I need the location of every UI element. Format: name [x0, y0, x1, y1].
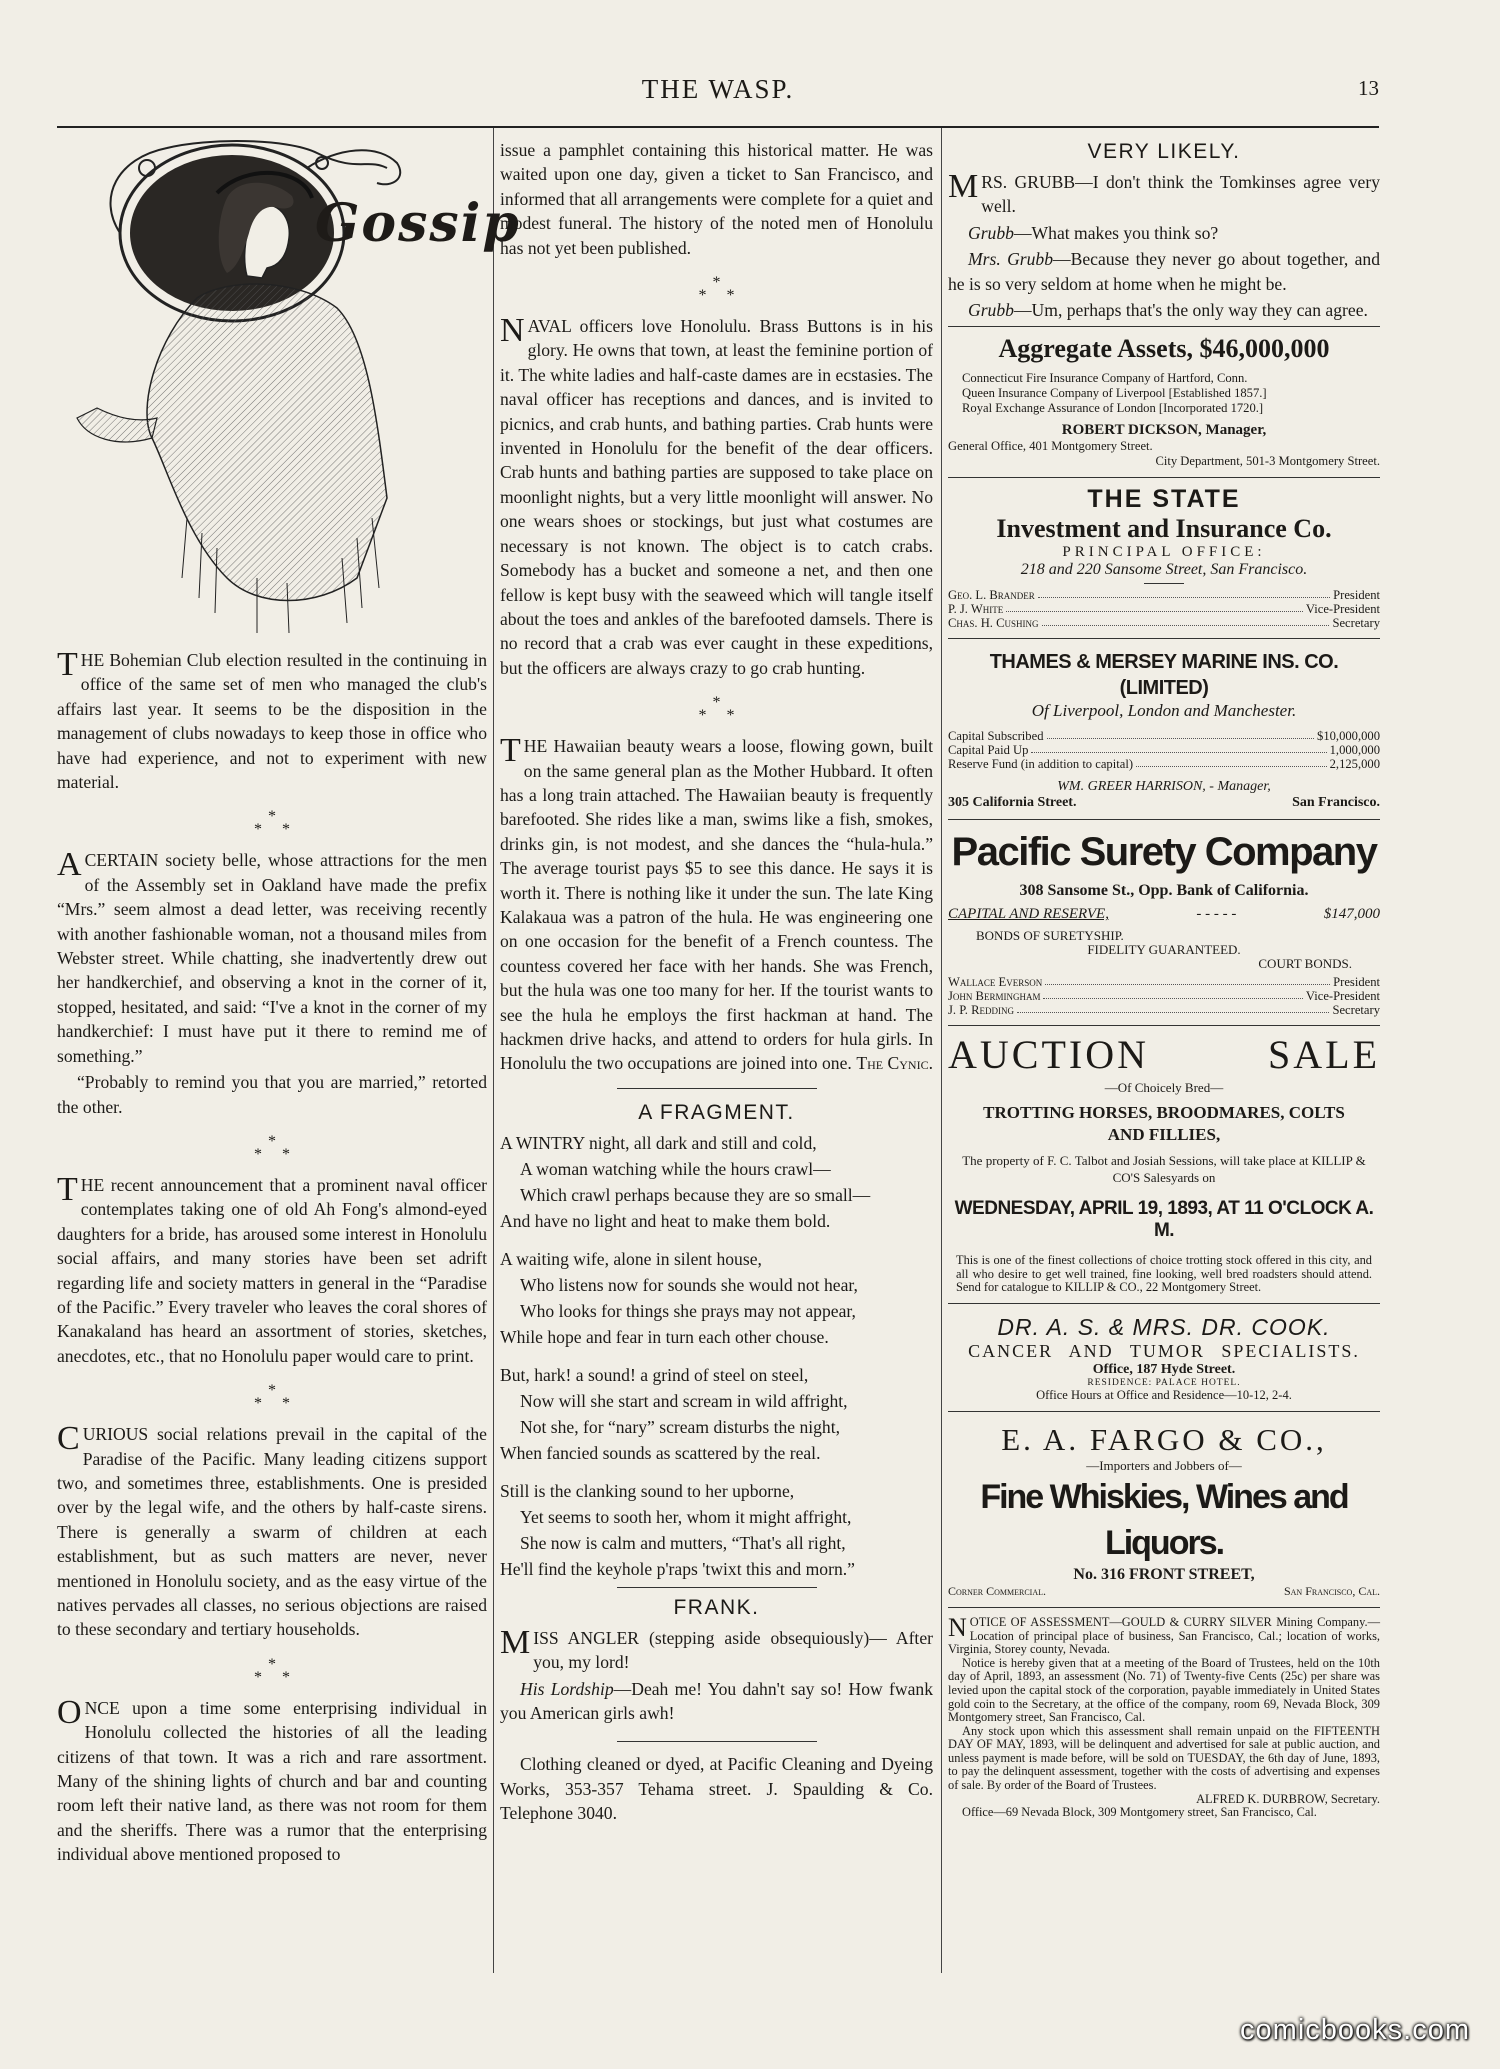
cook-title: DR. A. S. & MRS. DR. COOK.	[997, 1313, 1331, 1340]
gossip-illustration	[57, 138, 521, 638]
fargo-liquors: Fine Whiskies, Wines and Liquors.	[980, 1477, 1348, 1562]
very-likely-line-4: Grubb—Um, perhaps that's the only way they can agree.	[968, 300, 1368, 321]
surety-bonds-3: COURT BONDS.	[1258, 956, 1352, 972]
ad-the-state	[948, 478, 1380, 639]
auction-date: WEDNESDAY, APRIL 19, 1893, AT 11 O'CLOCK A. M.	[954, 1198, 1374, 1242]
page-header	[57, 70, 1379, 122]
separator-stars: * * *	[254, 808, 290, 839]
paragraph-hawaiian-beauty: THE Hawaiian beauty wears a loose, flowing gown, built on the same general plan as the Mother Hubbard. It often has a long train attached. The Hawaiian beauty is frequently barefooted. She rides like a man, swims like a fish, smokes, drinks gin, is not modest, and she dances the “hula-hula.” The average tourist pays $5 to see this dance. He says it is worth it. There is nothing like it under the sun. The late King Kalakaua was a patron of the hula. He was engineering one on one occasion for the benefit of a French countess. The countess covered her face with her hands. She was French, but the hula was one too many for her. If the tourist wants to see the hula he employs the first hackman at hand. The hackmen drive hacks, and attend to orders for hula girls. In Honolulu the two occupations are joined into one. The Cynic.	[500, 734, 933, 1076]
aggregate-office-1: General Office, 401 Montgomery Street.	[948, 439, 1153, 454]
fargo-street: No. 316 FRONT STREET,	[1073, 1565, 1255, 1583]
paragraph-bohemian-club: THE Bohemian Club election resulted in the continuing in office of the same set of men who managed the club's affairs last year. It seems to be the disposition in the management of clubs nowadays to keep those in office who have had experience, and not to experiment with new material.	[57, 646, 487, 793]
very-likely-line-3: Mrs. Grubb—Because they never go about together, and he is so very seldom at home when he might be.	[948, 249, 1380, 294]
masthead-title: THE WASP.	[641, 74, 795, 104]
fargo-title: E. A. FARGO & CO.,	[1001, 1421, 1327, 1457]
aggregate-manager: ROBERT DICKSON, Manager,	[1061, 422, 1267, 439]
thames-title: THAMES & MERSEY MARINE INS. CO. (LIMITED)	[989, 651, 1339, 700]
separator-stars: * * *	[254, 1655, 290, 1686]
ad-pacific-surety	[948, 820, 1380, 1026]
thames-row: Capital Paid Up 1,000,000	[948, 743, 1380, 758]
thames-address: 305 California Street. San Francisco.	[948, 795, 1380, 811]
thames-manager: WM. GREER HARRISON, - Manager,	[1057, 779, 1271, 795]
auction-choicely: —Of Choicely Bred—	[1104, 1080, 1224, 1096]
paragraph-pamphlet: issue a pamphlet containing this historical matter. He was waited upon one day, given a ticket to San Francisco, and informed that all arrangements were complete for a quiet and modest funeral. The history of the noted men of Honolulu has not yet been published.	[500, 140, 933, 258]
auction-description: This is one of the finest collections of choice trotting stock offered in this city, and all who desire to get well trained, fine looking, well bred roadsters should attend. Send for catalogue to KILLIP & CO., 22 Montgomery Street.	[956, 1253, 1372, 1295]
poem-stanza-3: But, hark! a sound! a grind of steel on steel, Now will she start and scream in wild affright, Not she, for “nary” scream disturbs the night, When fancied sounds as scattered by the real.	[500, 1364, 848, 1463]
surety-officer-row: Wallace Everson President	[948, 975, 1380, 990]
state-officer-row: Geo. L. Brander President	[948, 588, 1380, 603]
paragraph-enterprising-individual: ONCE upon a time some enterprising individual in Honolulu collected the histories of all the leading citizens of that town. It was a rich and rare assortment. Many of the shining lights of church and bar and counting room left their native land, as there was not room for them and the sheriffs. There was a rumor that the enterprising individual above mentioned proposed to	[57, 1693, 487, 1865]
auction-property: The property of F. C. Talbot and Josiah Sessions, will take place at KILLIP & CO'S Salesyards on	[962, 1153, 1366, 1186]
surety-bonds-1: BONDS OF SURETYSHIP.	[976, 928, 1124, 944]
aggregate-company-2: Queen Insurance Company of Liverpool [Established 1857.]	[962, 386, 1267, 401]
paragraph-curious-relations: CURIOUS social relations prevail in the capital of the Paradise of the Pacific. Many leading citizens support two, and sometimes three, establishments. One is presided over by the legal wife, and the others by half-caste sirens. There is generally a swarm of children at each establishment, but as such matters are never, never mentioned in Honolulu society, and as the easy virtue of the natives pervades all classes, no serious objections are raised to these secondary and tertiary households.	[57, 1420, 487, 1640]
watermark: comicbooks.com	[1240, 2014, 1470, 2046]
ad-auction-sale	[948, 1026, 1380, 1304]
state-officer-row: P. J. White Vice-President	[948, 602, 1380, 617]
header-rule	[57, 126, 1379, 128]
thames-row: Capital Subscribed $10,000,000	[948, 729, 1380, 744]
auction-line-1: TROTTING HORSES, BROODMARES, COLTS	[983, 1103, 1345, 1123]
surety-capital: CAPITAL AND RESERVE, - - - - - $147,000	[948, 906, 1380, 923]
thames-subtitle: Of Liverpool, London and Manchester.	[1031, 701, 1297, 721]
aggregate-company-1: Connecticut Fire Insurance Company of Hartford, Conn.	[962, 371, 1248, 386]
cook-residence: RESIDENCE: PALACE HOTEL.	[1087, 1377, 1241, 1388]
paragraph-naval-officers: NAVAL officers love Honolulu. Brass Buttons is in his glory. He owns that town, at least the feminine portion of it. The white ladies and half-caste dames are in ecstasies. The naval officer has receptions and dances, and is invited to picnics, and crab hunts, and bathing parties. Crab hunts were invented in Honolulu for the benefit of the dear officers. Crab hunts and bathing parties are supposed to take place on moonlight nights, but a very little moonlight will answer. No one wears shoes or stockings, but just what costumes are necessary is not known. The object is to catch crabs. Somebody has a bucket and someone a net, and then one fellow is kept busy with the seaweed which will tangle itself about the toes and ankles of the barefooted damsels. There is no record that a crab was ever caught in these expeditions, but the officers are always crazy to go crab hunting.	[500, 312, 933, 678]
fargo-location: Corner Commercial. San Francisco, Cal.	[948, 1583, 1380, 1598]
poem-a-fragment	[500, 1131, 933, 1581]
separator-stars: * * *	[698, 274, 735, 305]
auction-line-2: AND FILLIES,	[1107, 1125, 1221, 1145]
heading-very-likely: VERY LIKELY.	[1087, 140, 1241, 163]
cook-office: Office, 187 Hyde Street.	[1092, 1361, 1236, 1377]
very-likely-line-2: Grubb—What makes you think so?	[968, 222, 1219, 243]
surety-officer-row: J. P. Redding Secretary	[948, 1003, 1380, 1018]
poem-stanza-4: Still is the clanking sound to her upborne, Yet seems to sooth her, whom it might affright, She now is calm and mutters, “That's all right, He'll find the keyhole p'raps 'twixt this and morn.”	[500, 1480, 855, 1579]
separator-stars: * * *	[254, 1132, 290, 1163]
divider	[617, 1741, 817, 1742]
cook-subtitle: CANCER AND TUMOR SPECIALISTS.	[968, 1340, 1360, 1361]
frank-line-1: MISS ANGLER (stepping aside obsequiously)— After you, my lord!	[500, 1623, 933, 1673]
column-rule-1	[493, 128, 494, 1973]
notice-of-assessment: NOTICE OF ASSESSMENT—GOULD & CURRY SILVER Mining Company.—Location of principal place of business, San Francisco, Cal.; location of works, Virginia, Storey county, Nevada. Notice is hereby given that at a meeting of the Board of Trustees, held on the 10th day of April, 1893, an assessment (No. 71) of Twenty-five Cents (25c) per share was levied upon the capital stock of the corporation, payable immediately in United States gold coin to the Secretary, at the office of the company, room 69, Nevada Block, 309 Montgomery street, San Francisco, Cal. Any stock upon which this assessment shall remain unpaid on the FIFTEENTH DAY OF MAY, 1893, will be delinquent and advertised for sale at public auction, and unless payment is made before, will be sold on TUESDAY, the 6th day of June, 1893, to pay the delinquent assessment, together with the costs of advertising and expenses of sale. By order of the Board of Trustees. ALFRED K. DURBROW, Secretary. Office—69 Nevada Block, 309 Montgomery street, San Francisco, Cal.	[948, 1612, 1380, 1820]
surety-officer-row: John Bermingham Vice-President	[948, 989, 1380, 1004]
separator-stars: * * *	[698, 694, 735, 725]
aggregate-office-2: City Department, 501-3 Montgomery Street.	[1155, 454, 1380, 469]
column-advertisements	[948, 138, 1380, 1820]
column-rule-2	[941, 128, 942, 1973]
state-officer-row: Chas. H. Cushing Secretary	[948, 616, 1380, 631]
cook-hours: Office Hours at Office and Residence—10-12, 2-4.	[1036, 1387, 1292, 1402]
state-title-1: THE STATE	[1087, 485, 1241, 514]
paragraph-retort: “Probably to remind you that you are married,” retorted the other.	[57, 1072, 487, 1117]
signature-the-cynic: The Cynic.	[856, 1053, 933, 1074]
ad-aggregate-assets	[948, 326, 1380, 478]
paragraph-society-belle: A CERTAIN society belle, whose attractions for the men of the Assembly set in Oakland have made the prefix “Mrs.” seem almost a dead letter, was receiving recently with another fashionable woman, not a thousand miles from Webster street. While chatting, she inadvertently drew out her handkerchief, and observing a knot in the corner of it, stopped, hesitated, and said: “I've a knot in the corner of my handkerchief: I must have put it there to remind me of something.”	[57, 846, 487, 1066]
divider	[617, 1088, 817, 1089]
poem-stanza-1: A WINTRY night, all dark and still and cold, A woman watching while the hours crawl— Which crawl perhaps because they are so small— And have no light and heat to make them bold.	[500, 1132, 871, 1231]
divider	[617, 1587, 817, 1588]
frank-line-2: His Lordship—Deah me! You dahn't say so! How fwank you American girls awh!	[500, 1678, 933, 1724]
aggregate-title: Aggregate Assets, $46,000,000	[998, 334, 1330, 364]
paragraph-naval-officer-bride: THE recent announcement that a prominent naval officer contemplates taking one of old Ah Fong's almond-eyed daughters for a bride, has aroused some interest in Honolulu social affairs, and many stories have been set adrift regarding life and society matters in general in the “Paradise of the Pacific.” Every traveler who leaves the coral shores of Kanakaland has heard an assortment of stories, sketches, anecdotes, etc., that no Honolulu paper would care to print.	[57, 1170, 487, 1366]
column-honolulu	[500, 138, 933, 1842]
separator-stars: * * *	[254, 1382, 290, 1413]
heading-frank: FRANK.	[673, 1595, 760, 1619]
surety-address: 308 Sansome St., Opp. Bank of California.	[1019, 882, 1309, 900]
ad-dr-cook	[948, 1304, 1380, 1412]
paragraph-clothing-cleaned: Clothing cleaned or dyed, at Pacific Cleaning and Dyeing Works, 353-357 Tehama street. J. Spaulding & Co. Telephone 3040.	[500, 1754, 933, 1824]
aggregate-company-3: Royal Exchange Assurance of London [Incorporated 1720.]	[962, 401, 1264, 416]
ad-fargo	[948, 1412, 1380, 1608]
poem-stanza-2: A waiting wife, alone in silent house, Who listens now for sounds she would not hear, Who looks for things she prays may not appear, While hope and fear in turn each other chouse.	[500, 1248, 858, 1347]
fargo-subtitle: —Importers and Jobbers of—	[1086, 1457, 1242, 1473]
state-principal: PRINCIPAL OFFICE:	[1062, 544, 1266, 561]
state-title-2: Investment and Insurance Co.	[996, 514, 1332, 544]
state-address: 218 and 220 Sansome Street, San Francisco.	[1020, 561, 1308, 579]
heading-a-fragment: A FRAGMENT.	[638, 1100, 795, 1124]
surety-title: Pacific Surety Company	[951, 830, 1377, 875]
auction-title: AUCTION SALE	[948, 1032, 1380, 1078]
page-number: 13	[1358, 76, 1379, 100]
ad-thames-mersey	[948, 639, 1380, 820]
very-likely-line-1: MRS. GRUBB—I don't think the Tomkinses agree very well.	[948, 168, 1380, 217]
surety-bonds-2: FIDELITY GUARANTEED.	[1087, 942, 1241, 958]
column-gossip	[57, 138, 521, 1883]
gossip-heading: Gossip	[315, 193, 521, 254]
thames-row: Reserve Fund (in addition to capital) 2,125,000	[948, 757, 1380, 772]
